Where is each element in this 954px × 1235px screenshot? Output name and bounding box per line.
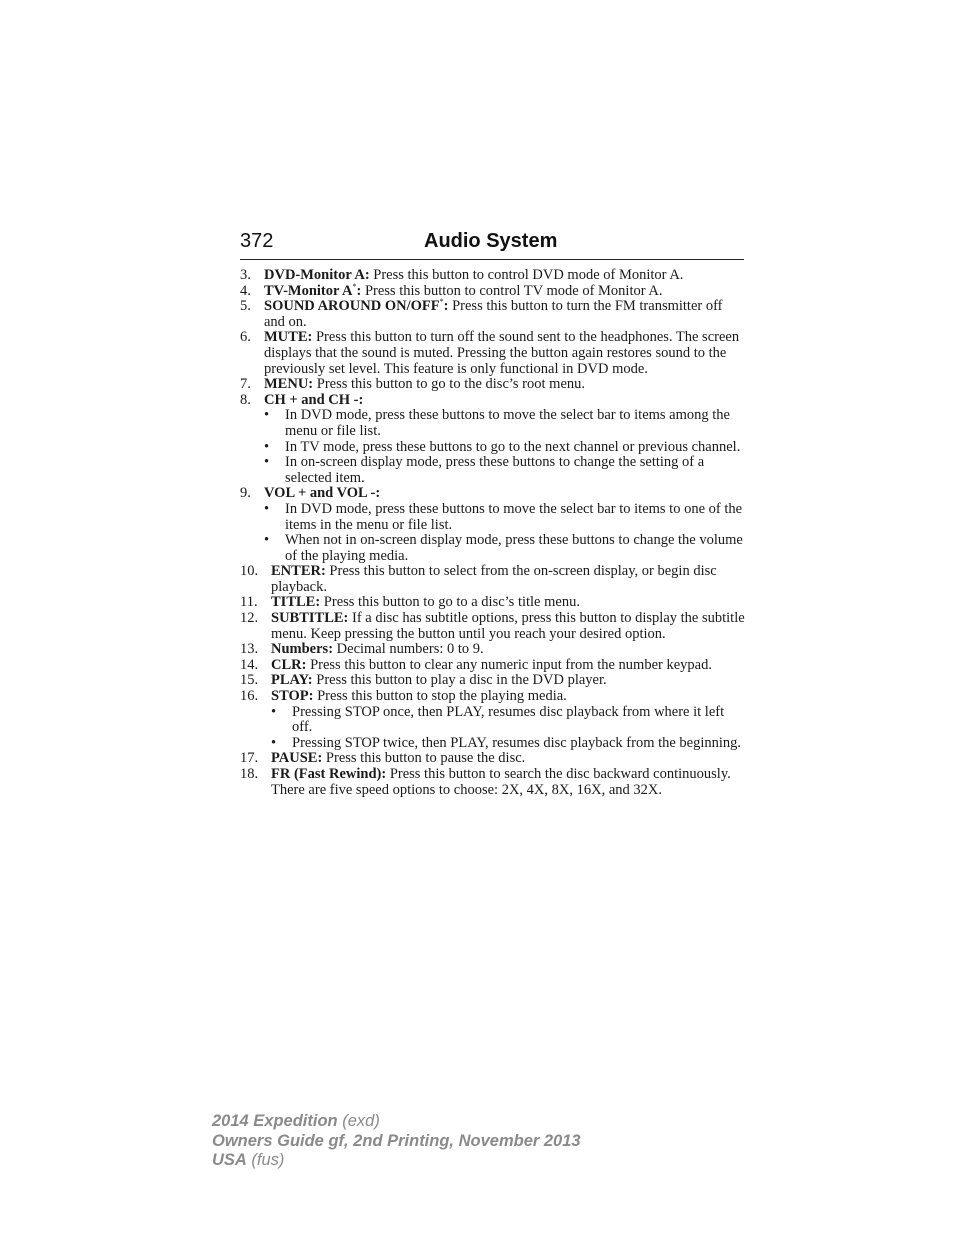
document-footer xyxy=(212,1112,581,1171)
item-text xyxy=(271,751,745,767)
list-item xyxy=(240,393,745,487)
bullet-text: Pressing STOP twice, then PLAY, resumes disc playback from the beginning. xyxy=(292,734,742,751)
item-number: 4. xyxy=(240,282,251,299)
item-description: Press this button to control DVD mode of Monitor A. xyxy=(369,267,684,283)
list-item xyxy=(240,281,745,300)
bullet-item xyxy=(271,705,745,736)
page-header xyxy=(240,228,744,260)
bullet-item xyxy=(271,736,745,752)
item-body xyxy=(271,595,745,611)
section-title: Audio System xyxy=(424,230,558,252)
footer-line-region xyxy=(212,1151,581,1171)
list-item xyxy=(240,673,745,689)
bullet-item xyxy=(264,502,745,533)
item-label: ENTER: xyxy=(271,563,326,580)
footer-line-guide xyxy=(212,1132,581,1152)
item-number: 6. xyxy=(240,329,251,346)
bullet-text: In DVD mode, press these buttons to move the select bar to items to one of the items in the menu or file list. xyxy=(285,500,743,533)
item-text xyxy=(264,299,745,330)
item-label-end: : xyxy=(356,282,362,299)
list-item xyxy=(240,611,745,642)
item-body xyxy=(264,281,745,300)
item-description: Press this button to play a disc in the DVD player. xyxy=(312,672,607,689)
bullet-icon: • xyxy=(271,703,277,720)
item-body xyxy=(271,611,745,642)
bullet-icon: • xyxy=(264,454,270,471)
item-description: Press this button to go to a disc’s title menu. xyxy=(320,594,580,611)
list-item xyxy=(240,564,745,595)
item-label: PLAY: xyxy=(271,672,313,689)
bullet-text: When not in on-screen display mode, press these buttons to change the volume of the playing media. xyxy=(285,532,743,564)
list-item xyxy=(240,595,745,611)
item-text xyxy=(271,642,745,658)
item-number: 18. xyxy=(240,766,259,782)
bullet-text: In DVD mode, press these buttons to move the select bar to items among the menu or file list. xyxy=(285,407,730,439)
footer-guide: Owners Guide gf, 2nd Printing, November 2013 xyxy=(212,1131,581,1150)
item-label-end: : xyxy=(443,298,449,315)
item-body xyxy=(264,299,745,330)
list-item xyxy=(240,299,745,330)
item-label: DVD-Monitor A: xyxy=(264,267,370,283)
list-item xyxy=(240,751,745,767)
list-item xyxy=(240,767,745,798)
list-item xyxy=(240,486,745,564)
item-description: If a disc has subtitle options, press this button to display the subtitle menu. Keep pressing the button until you reach your desired option. xyxy=(271,610,745,642)
bullet-icon: • xyxy=(264,438,270,455)
item-label: TITLE: xyxy=(271,594,321,611)
item-text xyxy=(264,330,745,377)
item-label: CH + and CH -: xyxy=(264,391,364,408)
item-number: 5. xyxy=(240,298,251,315)
list-item xyxy=(240,268,745,284)
item-number: 10. xyxy=(240,563,259,580)
item-text xyxy=(264,486,745,502)
item-text xyxy=(271,564,745,595)
bullet-text: In on-screen display mode, press these buttons to change the setting of a selected item. xyxy=(285,454,705,486)
item-description: Press this button to control TV mode of Monitor A. xyxy=(361,282,663,299)
bullet-icon: • xyxy=(271,734,277,751)
footer-model-code: (exd) xyxy=(337,1112,380,1130)
item-description: Press this button to turn off the sound sent to the headphones. The screen displays that the sound is muted. Pressing the button again restores sound to the previously set level. This feature is only functional in DVD mode. xyxy=(264,329,740,377)
page-number: 372 xyxy=(240,230,274,252)
footer-region-code: (fus) xyxy=(246,1151,285,1169)
item-body xyxy=(271,751,745,767)
bullet-list xyxy=(264,502,745,564)
item-description: Press this button to go to the disc’s root menu. xyxy=(313,376,586,393)
item-text xyxy=(271,767,745,798)
item-description: Decimal numbers: 0 to 9. xyxy=(333,641,484,658)
footnote-marker: * xyxy=(352,281,357,291)
item-number: 14. xyxy=(240,656,259,673)
list-item xyxy=(240,689,745,751)
item-body xyxy=(271,689,745,751)
item-text xyxy=(271,658,745,674)
bullet-icon: • xyxy=(264,407,270,424)
footer-region: USA xyxy=(212,1151,247,1169)
bullet-icon: • xyxy=(264,532,270,549)
item-text xyxy=(264,377,745,393)
item-text xyxy=(271,611,745,642)
item-label: SOUND AROUND ON/OFF xyxy=(264,298,440,315)
item-label: VOL + and VOL -: xyxy=(264,485,381,502)
item-description: Press this button to stop the playing media. xyxy=(313,688,567,705)
item-label: CLR: xyxy=(271,656,307,673)
item-body xyxy=(271,767,745,798)
list-item xyxy=(240,642,745,658)
item-number: 13. xyxy=(240,641,259,658)
item-description: Press this button to clear any numeric input from the number keypad. xyxy=(306,656,712,673)
bullet-item xyxy=(264,408,745,439)
item-label: TV-Monitor A xyxy=(264,282,353,299)
item-number: 11. xyxy=(240,594,258,611)
bullet-icon: • xyxy=(264,500,270,517)
list-item xyxy=(240,658,745,674)
item-number: 3. xyxy=(240,267,251,283)
list-item xyxy=(240,377,745,393)
item-body xyxy=(264,393,745,487)
item-number: 12. xyxy=(240,610,259,627)
bullet-item xyxy=(264,533,745,564)
item-number: 7. xyxy=(240,376,251,393)
item-label: SUBTITLE: xyxy=(271,610,349,627)
list-item xyxy=(240,330,745,377)
item-text xyxy=(264,393,745,409)
item-text xyxy=(271,689,745,705)
item-number: 15. xyxy=(240,672,259,689)
item-body xyxy=(264,330,745,377)
item-number: 9. xyxy=(240,485,251,502)
footer-model: 2014 Expedition xyxy=(212,1112,338,1130)
item-body xyxy=(271,642,745,658)
instruction-list xyxy=(240,268,745,798)
bullet-item xyxy=(264,440,745,456)
item-text xyxy=(264,281,745,300)
item-description: Press this button to turn the FM transmitter off and on. xyxy=(264,298,723,330)
item-text xyxy=(271,673,745,689)
bullet-text: Pressing STOP once, then PLAY, resumes disc playback from where it left off. xyxy=(292,703,725,736)
item-number: 17. xyxy=(240,750,259,767)
item-body xyxy=(271,564,745,595)
bullet-list xyxy=(264,408,745,486)
item-label: MUTE: xyxy=(264,329,313,346)
item-body xyxy=(264,268,745,284)
item-number: 8. xyxy=(240,391,251,408)
bullet-text: In TV mode, press these buttons to go to the next channel or previous channel. xyxy=(285,438,741,455)
footnote-marker: * xyxy=(439,297,444,307)
item-description: Press this button to pause the disc. xyxy=(322,750,526,767)
item-number: 16. xyxy=(240,688,259,705)
bullet-list xyxy=(271,705,745,752)
item-body xyxy=(271,673,745,689)
item-body xyxy=(271,658,745,674)
bullet-item xyxy=(264,455,745,486)
item-text xyxy=(271,595,745,611)
item-label: Numbers: xyxy=(271,641,334,658)
item-label: STOP: xyxy=(271,688,314,705)
item-body xyxy=(264,486,745,564)
item-body xyxy=(264,377,745,393)
item-label: PAUSE: xyxy=(271,750,323,767)
footer-line-model xyxy=(212,1112,581,1132)
item-label: MENU: xyxy=(264,376,314,393)
item-description: Press this button to select from the on-screen display, or begin disc playback. xyxy=(271,563,717,595)
item-text xyxy=(264,268,745,284)
item-label: FR (Fast Rewind): xyxy=(271,766,387,782)
item-description: Press this button to search the disc backward continuously. There are five speed options to choose: 2X, 4X, 8X, 16X, and 32X. xyxy=(271,766,731,798)
